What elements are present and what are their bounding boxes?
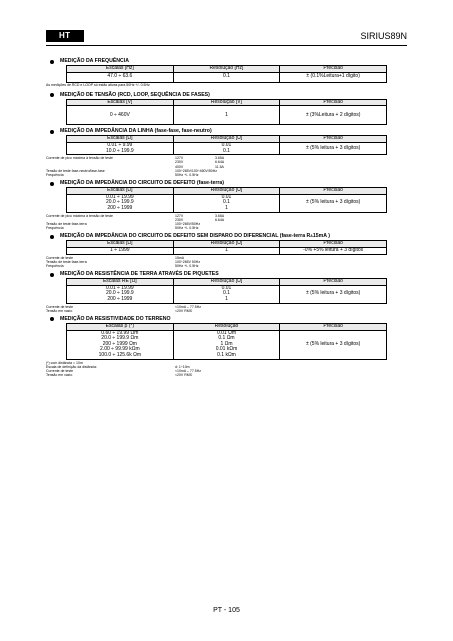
col-header: Escalas [V] [67, 99, 174, 106]
table-cell: 47.0 ÷ 63.6 [67, 72, 174, 82]
table-cell: 0.01 0.1 1 [173, 285, 280, 303]
table-cell: ± (5% leitura + 3 dígitos) [280, 285, 387, 303]
col-header: Escalas [Ω] [67, 188, 174, 195]
col-header: Precisão [280, 323, 387, 330]
table-cell: ± (3%Leitura + 2 dígitos) [280, 106, 387, 125]
bullet-icon [50, 130, 54, 134]
col-header: Escalas ρ (*) [67, 323, 174, 330]
section-title-fault-loop: MEDIÇÃO DA IMPEDÂNCIA DO CIRCUITO DE DEFEITO (fase-terra) [46, 180, 407, 187]
col-header: Resolução [Ω] [173, 188, 280, 195]
col-header: Precisão [280, 66, 387, 73]
section-title-soil-resistivity: MEDIÇÃO DA RESISTIVIDADE DO TERRENO [46, 316, 407, 323]
table-cell: 0.01 ÷ 19.99 20.0 ÷ 199.9 200 ÷ 1999 [67, 194, 174, 212]
col-header: Escalas RE [Ω] [67, 279, 174, 286]
section-title-no-trip-loop: MEDIÇÃO DA IMPEDÂNCIA DO CIRCUITO DE DEFEITO SEM DISPARO DO DIFERENCIAL (fase-terra R A 15mA ) [46, 233, 407, 240]
table-cell: ± (5% leitura + 3 dígitos) [280, 142, 387, 154]
table-cell: 0.01 0.1 1 [173, 194, 280, 212]
bullet-icon [50, 273, 54, 277]
header-divider [46, 45, 407, 46]
line-impedance-table [66, 135, 387, 155]
earth-resistance-notes: Corrente de teste <10mA – 77.5Hz Tensão em vazio <20V RMS [46, 304, 201, 313]
table-cell: 0.01 0.1 [173, 142, 280, 154]
soil-resistivity-table [66, 323, 387, 360]
col-header: Precisão [280, 188, 387, 195]
table-cell: 0.1 [173, 72, 280, 82]
bullet-icon [50, 235, 54, 239]
col-header: Escalas [Ω] [67, 241, 174, 248]
bullet-icon [50, 93, 54, 97]
voltage-table [66, 99, 387, 126]
col-header: Resolução [V] [173, 99, 280, 106]
section-title-earth-resistance: MEDIÇÃO DA RESISTÊNCIA DE TERRA ATRAVÉS DE PIQUETES [46, 271, 407, 278]
col-header: Resolução [Ω] [173, 136, 280, 143]
col-header: Resolução [Ω] [173, 241, 280, 248]
frequency-table [66, 65, 387, 83]
no-trip-loop-table [66, 240, 387, 254]
col-header: Escalas [Hz] [67, 66, 174, 73]
col-header: Precisão [280, 279, 387, 286]
fault-loop-notes: Corrente de pico máxima à tensão de teste 127V 3.65A 230V 6.64A Tensão de teste fase-terra 100÷265V/50Hz Frequência 50Hz +/- 0.5Hz [46, 213, 225, 231]
table-cell: -0% +5% leitura + 3 dígitos [280, 247, 387, 254]
bullet-icon [50, 60, 54, 64]
no-trip-loop-notes: Corrente de teste 15mA Tensão de teste fase-terra 100÷265V 50Hz Frequência 50Hz +/- 0.5Hz [46, 255, 201, 268]
soil-resistivity-notes: (*) com distância = 10m Escala de definição da distância: d: 1÷10m Corrente de teste <10mA – 77.5Hz Tensão em vazio <20V RMS [46, 360, 201, 378]
line-impedance-notes: Corrente de pico máxima à tensão de teste 127V 3.65A 230V 6.64A 400V 11.5A Tensão de teste fase-neutro/fase-fase 100÷265V/100÷460V/50Hz Frequência 50Hz +/- 0.5Hz [46, 156, 225, 177]
col-header: Resolução [Ω] [173, 279, 280, 286]
col-header: Resolução [Hz] [173, 66, 280, 73]
table-cell: 0.01 ÷ 9.99 10.0 ÷ 199.9 [67, 142, 174, 154]
col-header: Precisão [280, 136, 387, 143]
table-cell: 1 ÷ 1999 [67, 247, 174, 254]
ht-logo: HT [46, 30, 84, 42]
table-cell: 0.01 ÷ 19.99 20.0 ÷ 199.9 200 ÷ 1999 [67, 285, 174, 303]
col-header: Escalas [Ω] [67, 136, 174, 143]
earth-resistance-table [66, 278, 387, 303]
spec-content [46, 55, 407, 377]
table-cell: 0.60 ÷ 19.99 Ωm 20.0 ÷ 199.9 Ωm 200 ÷ 1999 Ωm 2.00 ÷ 99.99 kΩm 100.0 ÷ 125.6k Ωm [67, 330, 174, 359]
bullet-icon [50, 182, 54, 186]
section-title-line-impedance: MEDIÇÃO DA IMPEDÂNCIA DA LINHA (fase-fase, fase-neutro) [46, 128, 407, 135]
bullet-icon [50, 317, 54, 321]
table-cell: 0 ÷ 460V [67, 106, 174, 125]
table-cell: ± (5% leitura + 3 dígitos) [280, 330, 387, 359]
table-cell: 0.01 Ωm 0.1 Ωm 1 Ωm 0.01 kΩm 0.1 kΩm [173, 330, 280, 359]
frequency-note: As medições de RCD e LOOP só estão ativas para 50Hz +/- 0.5Hz [46, 82, 150, 87]
col-header: Resolução [173, 323, 280, 330]
section-title-voltage: MEDIÇÃO DE TENSÃO (RCD, LOOP, SEQUÊNCIA DE FASES) [46, 92, 407, 99]
col-header: Precisão [280, 241, 387, 248]
fault-loop-table [66, 187, 387, 212]
col-header: Precisão [280, 99, 387, 106]
table-cell: ± (0.1%Leitura+1 dígito) [280, 72, 387, 82]
table-cell: 1 [173, 247, 280, 254]
model-name: SIRIUS89N [360, 31, 407, 41]
table-cell: ± (5% leitura + 3 dígitos) [280, 194, 387, 212]
page-number: PT - 105 [213, 607, 240, 614]
section-title-frequency: MEDIÇÃO DA FREQUÊNCIA [46, 58, 407, 65]
table-cell: 1 [173, 106, 280, 125]
